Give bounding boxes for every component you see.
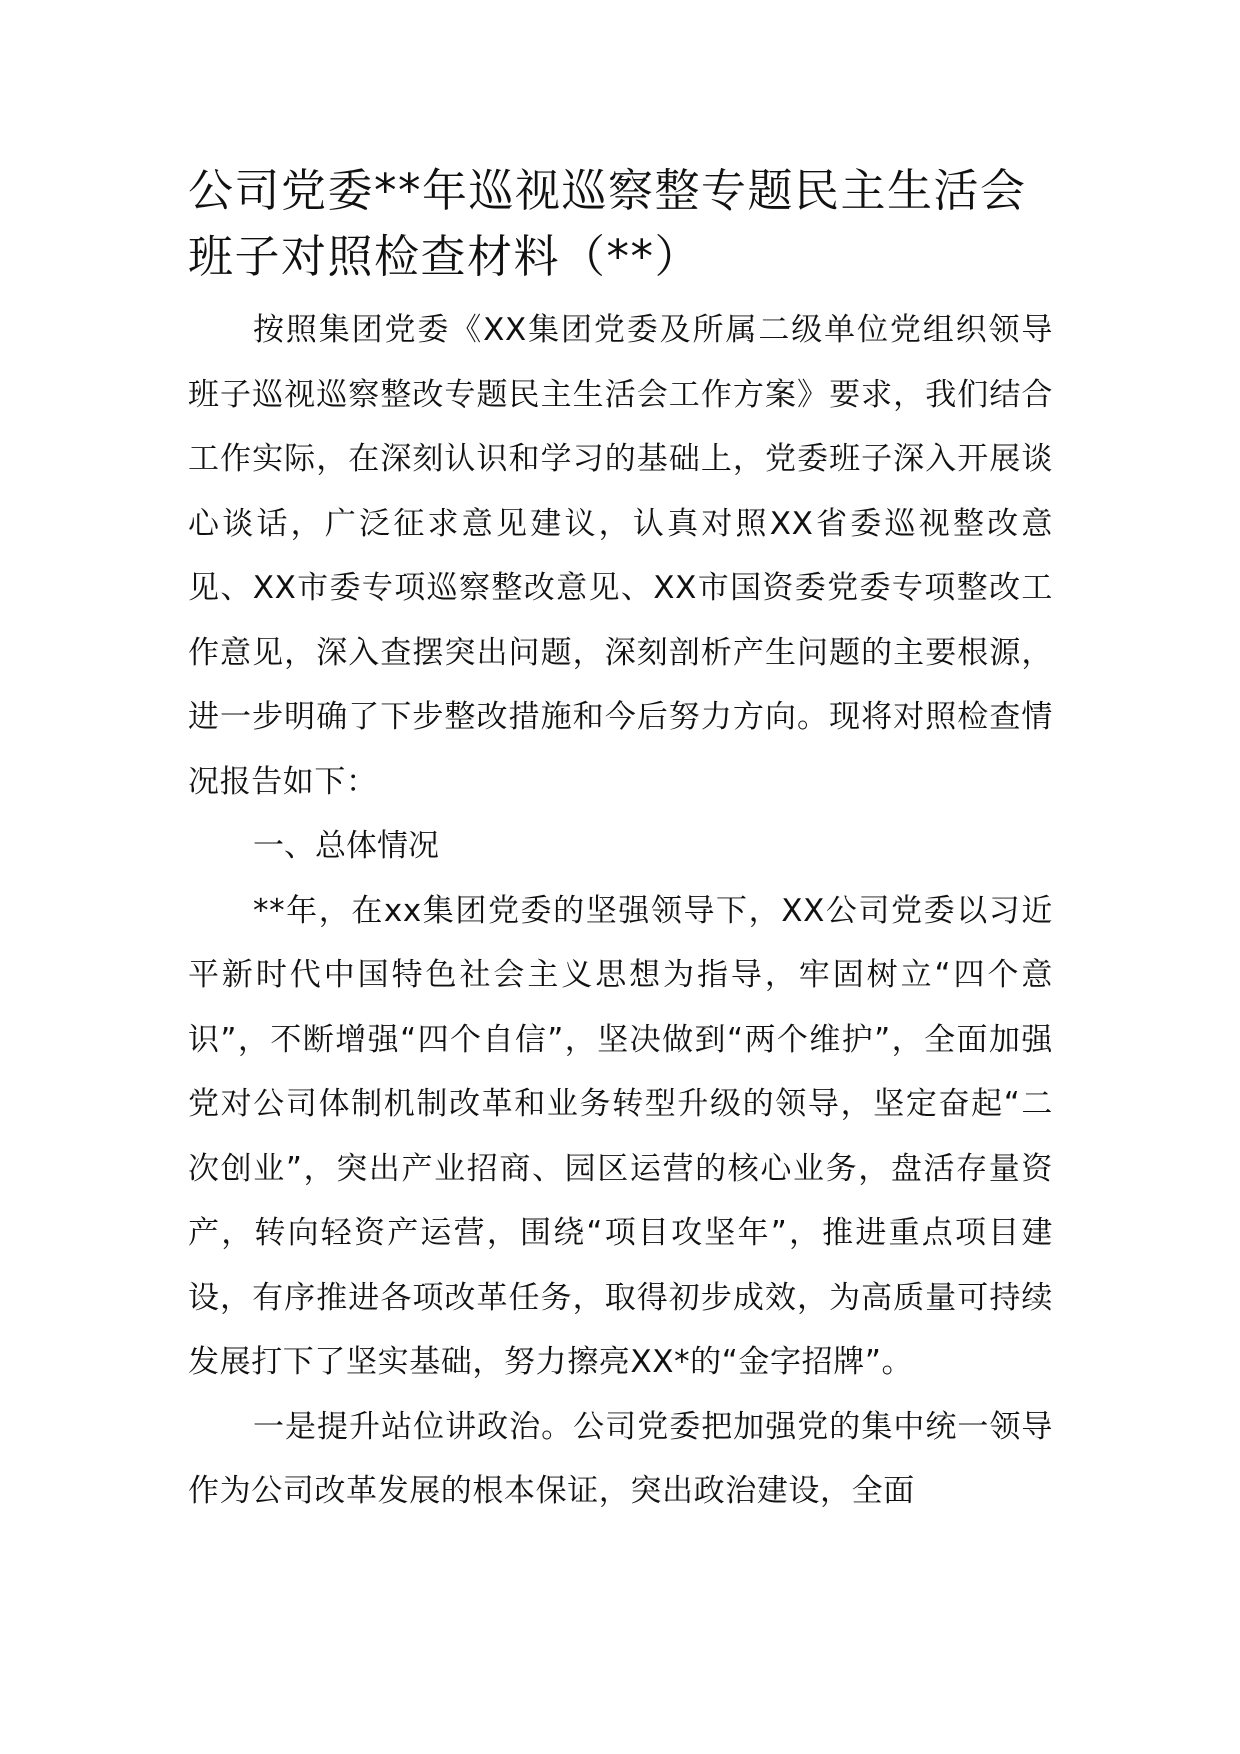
overall-paragraph: **年，在xx集团党委的坚强领导下，XX公司党委以习近平新时代中国特色社会主义思想为指导，牢固树立“四个意识”，不断增强“四个自信”，坚决做到“两个维护”，全面加强党对公司体制机制改革和业务转型升级的领导，坚定奋起“二次创业”，突出产业招商、园区运营的核心业务，盘活存量资产，转向轻资产运营，围绕“项目攻坚年”，推进重点项目建设，有序推进各项改革任务，取得初步成效，为高质量可持续发展打下了坚实基础，努力擦亮XX*的“金字招牌”。 xyxy=(188,892,1053,1380)
intro-paragraph: 按照集团党委《XX集团党委及所属二级单位党组织领导班子巡视巡察整改专题民主生活会工作方案》要求，我们结合工作实际，在深刻认识和学习的基础上，党委班子深入开展谈心谈话，广泛征求意见建议，认真对照XX省委巡视整改意见、XX市委专项巡察整改意见、XX市国资委党委专项整改工作意见，深入查摆突出问题，深刻剖析产生问题的主要根源，进一步明确了下步整改措施和今后努力方向。现将对照检查情况报告如下： xyxy=(188,312,1053,800)
title-line-1: 公司党委**年巡视巡察整专题民主生活会 xyxy=(188,164,1027,217)
document-title xyxy=(188,158,1053,290)
section-heading-overall: 一、总体情况 xyxy=(253,828,439,864)
title-line-2: 班子对照检查材料（**） xyxy=(188,230,702,283)
subpoint-paragraph: 一是提升站位讲政治。公司党委把加强党的集中统一领导作为公司改革发展的根本保证，突出政治建设，全面 xyxy=(188,1408,1053,1509)
document-page xyxy=(188,158,1053,1524)
document-body xyxy=(188,298,1053,1524)
